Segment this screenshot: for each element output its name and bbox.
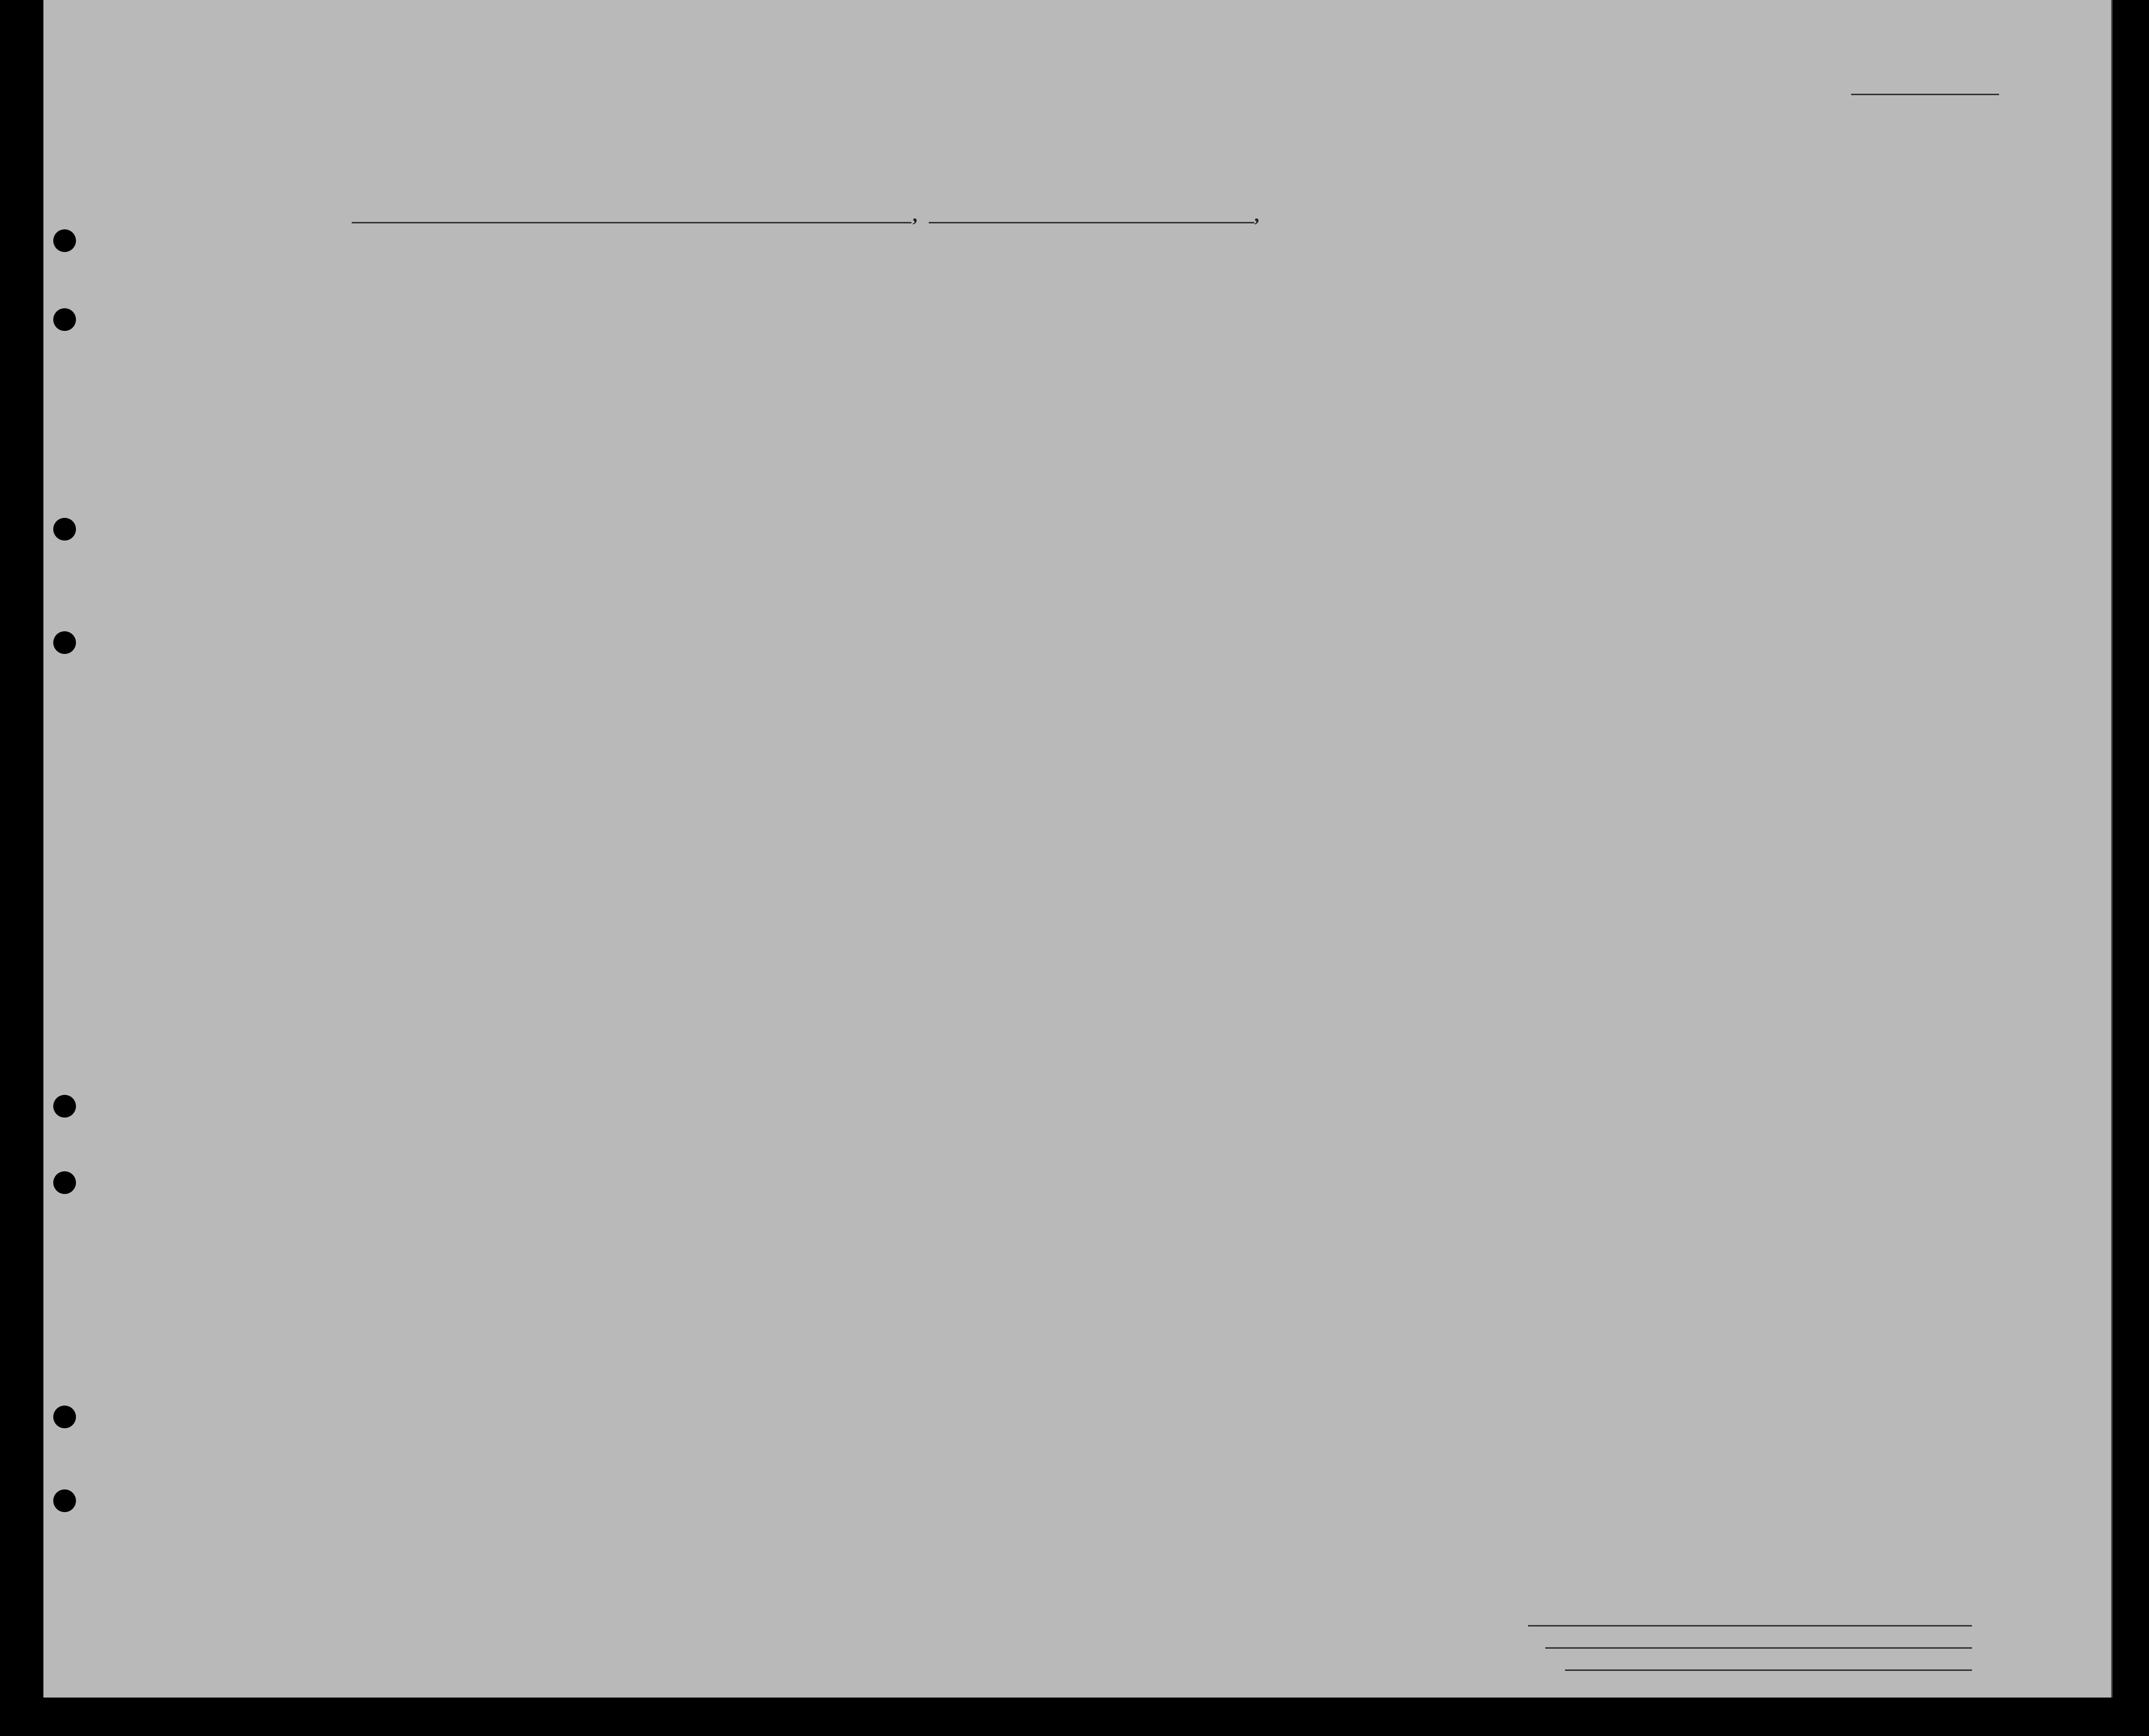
ledger-grid	[43, 0, 2111, 1698]
header-purpose-b	[1262, 316, 1296, 409]
binder-hole	[53, 229, 76, 252]
header-col31	[1543, 291, 1563, 409]
port-underline	[352, 222, 911, 223]
header-feet	[1705, 375, 1723, 409]
binder-hole	[53, 1489, 76, 1512]
comma-sep-2: ,	[1254, 204, 1259, 226]
header-col30	[1521, 291, 1540, 409]
header-inches	[1725, 375, 1744, 409]
header-purpose-a	[1225, 316, 1259, 409]
manifest-sheet	[43, 0, 2113, 1698]
header-col29	[1476, 291, 1518, 409]
header-ticket	[588, 286, 618, 409]
owners-underline	[1545, 1647, 1972, 1649]
header-purpose-c	[1300, 316, 1335, 409]
header-possession	[723, 286, 758, 409]
date-underline	[929, 222, 1254, 223]
list-underline	[1851, 94, 1999, 95]
binder-hole	[53, 1171, 76, 1194]
binder-hole	[53, 308, 76, 331]
agents-underline	[1565, 1669, 1972, 1671]
header-col27	[1401, 291, 1425, 409]
comma-sep: ,	[912, 204, 917, 226]
header-col28	[1429, 291, 1474, 409]
header-col25	[1340, 291, 1372, 409]
binder-hole	[53, 631, 76, 654]
binder-hole	[53, 1406, 76, 1428]
binder-hole	[53, 1095, 76, 1118]
line-underline	[1528, 1625, 1972, 1627]
header-col26	[1374, 291, 1399, 409]
binder-hole	[53, 518, 76, 541]
